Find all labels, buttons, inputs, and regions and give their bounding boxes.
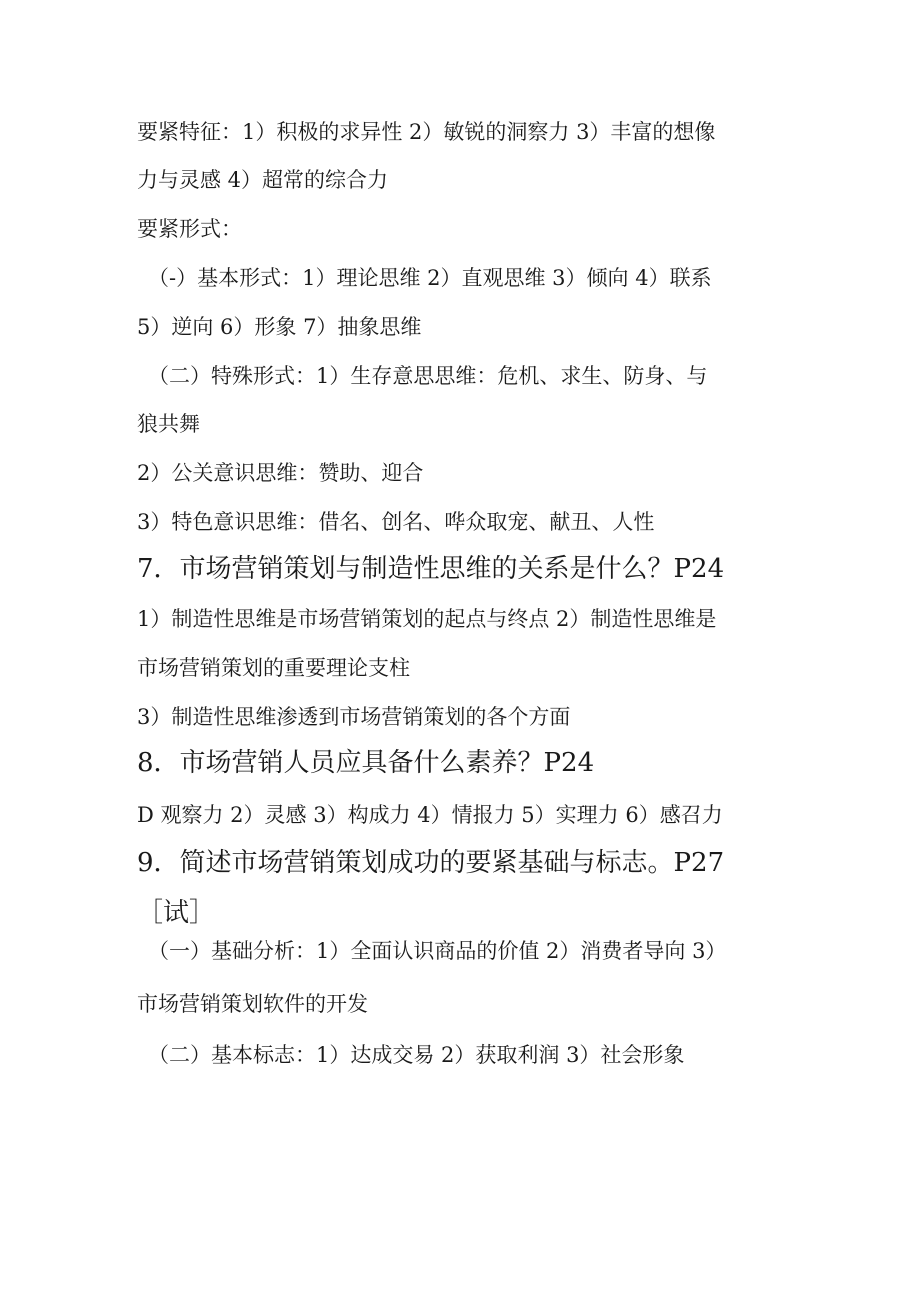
paragraph-line: 要紧特征：1）积极的求异性 2）敏锐的洞察力 3）丰富的想像 xyxy=(137,120,716,144)
paragraph-line: （二）基本标志：1）达成交易 2）获取利润 3）社会形象 xyxy=(148,1043,685,1067)
paragraph-line: 市场营销策划的重要理论支柱 xyxy=(137,656,410,680)
question-heading: 9．简述市场营销策划成功的要紧基础与标志。P27 xyxy=(137,848,725,878)
paragraph-line: 市场营销策划软件的开发 xyxy=(137,992,368,1016)
paragraph-line: 2）公关意识思维：赞助、迎合 xyxy=(137,461,424,485)
paragraph-line: 力与灵感 4）超常的综合力 xyxy=(137,168,389,192)
paragraph-line: 3）特色意识思维：借名、创名、哗众取宠、献丑、人性 xyxy=(137,510,655,534)
exam-tag: ［试］ xyxy=(137,898,216,928)
paragraph-line: 1）制造性思维是市场营销策划的起点与终点 2）制造性思维是 xyxy=(137,607,717,631)
paragraph-line: 要紧形式： xyxy=(137,217,242,241)
question-heading: 7．市场营销策划与制造性思维的关系是什么？P24 xyxy=(137,554,725,584)
paragraph-line: D 观察力 2）灵感 3）构成力 4）情报力 5）实理力 6）感召力 xyxy=(137,803,723,827)
paragraph-line: 狼共舞 xyxy=(137,412,200,436)
paragraph-line: 5）逆向 6）形象 7）抽象思维 xyxy=(137,315,422,339)
paragraph-line: （一）基础分析：1）全面认识商品的价值 2）消费者导向 3） xyxy=(148,939,727,963)
paragraph-line: 3）制造性思维渗透到市场营销策划的各个方面 xyxy=(137,705,571,729)
paragraph-line: （-）基本形式：1）理论思维 2）直观思维 3）倾向 4）联系 xyxy=(148,266,712,290)
question-heading: 8．市场营销人员应具备什么素养？P24 xyxy=(137,748,595,778)
paragraph-line: （二）特殊形式：1）生存意思思维：危机、求生、防身、与 xyxy=(148,364,708,388)
